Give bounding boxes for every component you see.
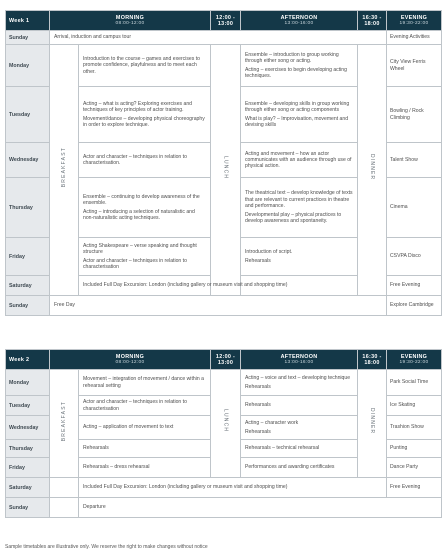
- morning-cell: Rehearsals – dress rehearsal: [79, 458, 211, 478]
- evening-cell: Ice Skating: [387, 396, 442, 416]
- lunch-label: LUNCH: [222, 155, 229, 180]
- week-label: Week 1: [6, 11, 50, 31]
- morning-cell: Acting – what is acting? Exploring exercises and techniques of key principles of actor training. Movement/dance – developing physical choreography in order to explore technique.: [79, 87, 211, 143]
- week2-timetable: [5, 349, 442, 518]
- blank-cell: [50, 498, 79, 518]
- afternoon-cell: The theatrical text – develop knowledge of texts that are relevant to current practices in theatre and performance. Developmental play – physical practices to develop awareness and spontaneity.: [241, 178, 358, 238]
- day-label: Thursday: [6, 178, 50, 238]
- afternoon-cell: Ensemble – introduction to group working through either song or acting. Acting – exercises to begin developing acting techniques.: [241, 45, 358, 87]
- lunch-cell: [211, 370, 241, 478]
- table-row: [6, 498, 442, 518]
- dinner-label: DINNER: [369, 407, 375, 435]
- evening-cell: Dance Party: [387, 458, 442, 478]
- evening-cell: Evening Activities: [387, 31, 442, 45]
- evening-header: EVENING 19:30-22:00: [387, 350, 442, 370]
- evening-cell: Punting: [387, 440, 442, 458]
- afternoon-cell: Acting – voice and text – developing technique Rehearsals: [241, 370, 358, 396]
- afternoon-cell: Introduction of script. Rehearsals: [241, 238, 358, 276]
- morning-header: MORNING 08:00-12:00: [50, 350, 211, 370]
- dinner-cell: [358, 45, 387, 296]
- lunch-cell: [211, 45, 241, 296]
- evening-cell: Free Evening: [387, 478, 442, 498]
- afternoon-header: AFTERNOON 13:00-16:00: [241, 350, 358, 370]
- breakfast-cell: [50, 370, 79, 478]
- free-day-cell: Free Day: [50, 296, 387, 316]
- day-label: Friday: [6, 238, 50, 276]
- afternoon-cell: Acting and movement – how an actor communicates with an audience through use of physical action.: [241, 143, 358, 178]
- afternoon-header: AFTERNOON 13:00-16:00: [241, 11, 358, 31]
- table-row: [6, 478, 442, 498]
- day-label: Monday: [6, 370, 50, 396]
- day-label: Monday: [6, 45, 50, 87]
- morning-cell: Movement – integration of movement / dance within a rehearsal setting: [79, 370, 211, 396]
- arrival-cell: Arrival, induction and campus tour: [50, 31, 387, 45]
- day-label: Saturday: [6, 276, 50, 296]
- afternoon-cell: Performances and awarding certificates: [241, 458, 358, 478]
- day-label: Tuesday: [6, 396, 50, 416]
- week1-header-row: [6, 11, 442, 31]
- departure-cell: Departure: [79, 498, 442, 518]
- evening-cell: CSVPA Disco: [387, 238, 442, 276]
- lunch-label: LUNCH: [222, 409, 229, 433]
- evening-cell: Free Evening: [387, 276, 442, 296]
- evening-cell: Trashion Show: [387, 416, 442, 440]
- day-label: Sunday: [6, 498, 50, 518]
- day-label: Friday: [6, 458, 50, 478]
- day-label: Sunday: [6, 31, 50, 45]
- breakfast-label: BREAKFAST: [61, 147, 67, 188]
- disclaimer-text: Sample timetables are illustrative only. We reserve the right to make changes without notice: [5, 544, 208, 550]
- dinner-header: 16:30 - 18:00: [358, 11, 387, 31]
- evening-cell: Bowling / Rock Climbing: [387, 87, 442, 143]
- evening-header: EVENING 19:30-22:00: [387, 11, 442, 31]
- breakfast-label: BREAKFAST: [61, 400, 67, 442]
- morning-cell: Acting – application of movement to text: [79, 416, 211, 440]
- blank-cell: [50, 478, 79, 498]
- day-label: Tuesday: [6, 87, 50, 143]
- table-row: [6, 370, 442, 396]
- dinner-cell: [358, 370, 387, 478]
- day-label: Thursday: [6, 440, 50, 458]
- evening-cell: Park Social Time: [387, 370, 442, 396]
- morning-cell: Rehearsals: [79, 440, 211, 458]
- afternoon-cell: Rehearsals – technical rehearsal: [241, 440, 358, 458]
- day-label: Wednesday: [6, 416, 50, 440]
- day-label: Wednesday: [6, 143, 50, 178]
- lunch-header: 12:00 - 13:00: [211, 11, 241, 31]
- morning-cell: Ensemble – continuing to develop awareness of the ensemble. Acting – introducing a selection of naturalistic and non-naturalistic acting techniques.: [79, 178, 211, 238]
- dinner-header: 16:30 - 18:00: [358, 350, 387, 370]
- week2-header-row: [6, 350, 442, 370]
- excursion-cell: Included Full Day Excursion: London (including gallery or museum visit and shopping time): [79, 478, 387, 498]
- dinner-label: DINNER: [369, 154, 375, 181]
- morning-cell: Actor and character – techniques in relation to characterisation: [79, 396, 211, 416]
- table-row: [6, 31, 442, 45]
- evening-cell: Talent Show: [387, 143, 442, 178]
- week1-timetable: [5, 10, 442, 316]
- morning-cell: Actor and character – techniques in relation to characterisation.: [79, 143, 211, 178]
- evening-cell: Cinema: [387, 178, 442, 238]
- table-row: [6, 45, 442, 87]
- morning-header: MORNING 08:00-12:00: [50, 11, 211, 31]
- day-label: Sunday: [6, 296, 50, 316]
- morning-cell: Acting Shakespeare – verse speaking and thought structure Actor and character – techniques in relation to characterisation: [79, 238, 211, 276]
- table-row: [6, 296, 442, 316]
- excursion-cell: Included Full Day Excursion: London (including gallery or museum visit and shopping time): [79, 276, 358, 296]
- breakfast-cell: [50, 45, 79, 296]
- evening-cell: City View Ferris Wheel: [387, 45, 442, 87]
- afternoon-cell: Ensemble – developing skills in group working through either song or acting components What is play? – Improvisation, movement and devising skills: [241, 87, 358, 143]
- evening-cell: Explore Cambridge: [387, 296, 442, 316]
- lunch-header: 12:00 - 13:00: [211, 350, 241, 370]
- afternoon-cell: Rehearsals: [241, 396, 358, 416]
- afternoon-cell: Acting – character work Rehearsals: [241, 416, 358, 440]
- week-label: Week 2: [6, 350, 50, 370]
- morning-cell: Introduction to the course – games and exercises to promote confidence, playfulness and to meet each other.: [79, 45, 211, 87]
- day-label: Saturday: [6, 478, 50, 498]
